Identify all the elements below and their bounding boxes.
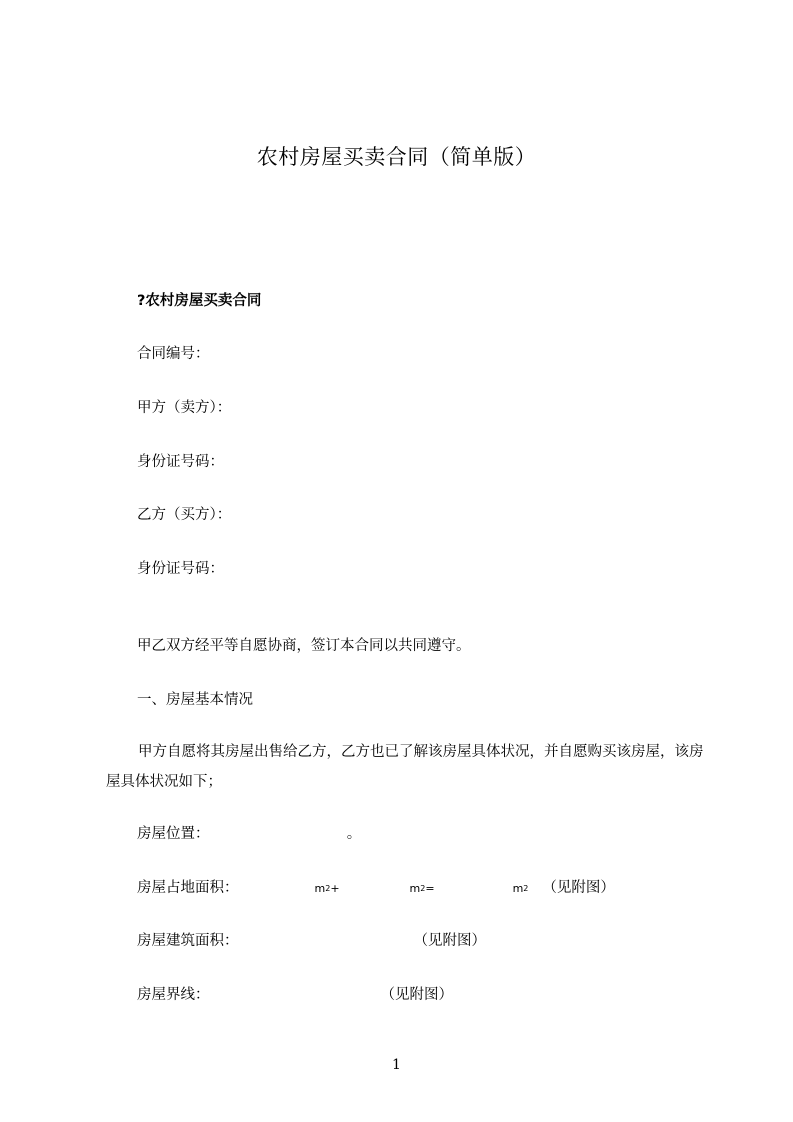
- building-area-label: 房屋建筑面积：: [137, 933, 239, 949]
- house-location-row: [137, 823, 361, 845]
- land-area-unit-3: m: [512, 882, 524, 895]
- house-boundary-label: 房屋界线：: [137, 987, 210, 1003]
- contract-number-label: 合同编号：: [137, 346, 210, 362]
- land-area-row: [137, 877, 615, 900]
- building-area-see-attached: （见附图）: [413, 933, 486, 949]
- land-area-equals: =: [425, 882, 435, 895]
- land-area-sup-1: 2: [325, 884, 331, 893]
- land-area-plus: +: [330, 882, 340, 895]
- document-title: 农村房屋买卖合同（简单版）: [256, 145, 537, 169]
- party-a-id-label: 身份证号码：: [137, 454, 224, 470]
- house-location-end: 。: [346, 826, 362, 842]
- section-1-heading: 一、房屋基本情况: [137, 692, 253, 708]
- land-area-unit-2: m: [409, 882, 421, 895]
- party-a-label: 甲方（卖方）：: [137, 400, 232, 416]
- land-area-label: 房屋占地面积：: [137, 880, 239, 896]
- building-area-row: [137, 930, 486, 952]
- land-area-unit-1: m: [314, 882, 326, 895]
- section-1-paragraph: 甲方自愿将其房屋出售给乙方，乙方也已了解该房屋具体状况，并自愿购买该房屋，该房屋具体状况如下；: [106, 744, 704, 790]
- page-number: 1: [392, 1057, 401, 1073]
- house-location-label: 房屋位置：: [137, 826, 210, 842]
- intro-statement: 甲乙双方经平等自愿协商，签订本合同以共同遵守。: [137, 638, 471, 654]
- party-b-id-label: 身份证号码：: [137, 561, 224, 577]
- land-area-sup-2: 2: [420, 884, 426, 893]
- house-boundary-row: [137, 984, 453, 1006]
- party-b-label: 乙方（买方）：: [137, 507, 232, 523]
- land-area-sup-3: 2: [523, 884, 529, 893]
- contract-subtitle: ?农村房屋买卖合同: [137, 293, 262, 309]
- land-area-see-attached: （见附图）: [542, 880, 615, 896]
- house-boundary-see-attached: （见附图）: [380, 987, 453, 1003]
